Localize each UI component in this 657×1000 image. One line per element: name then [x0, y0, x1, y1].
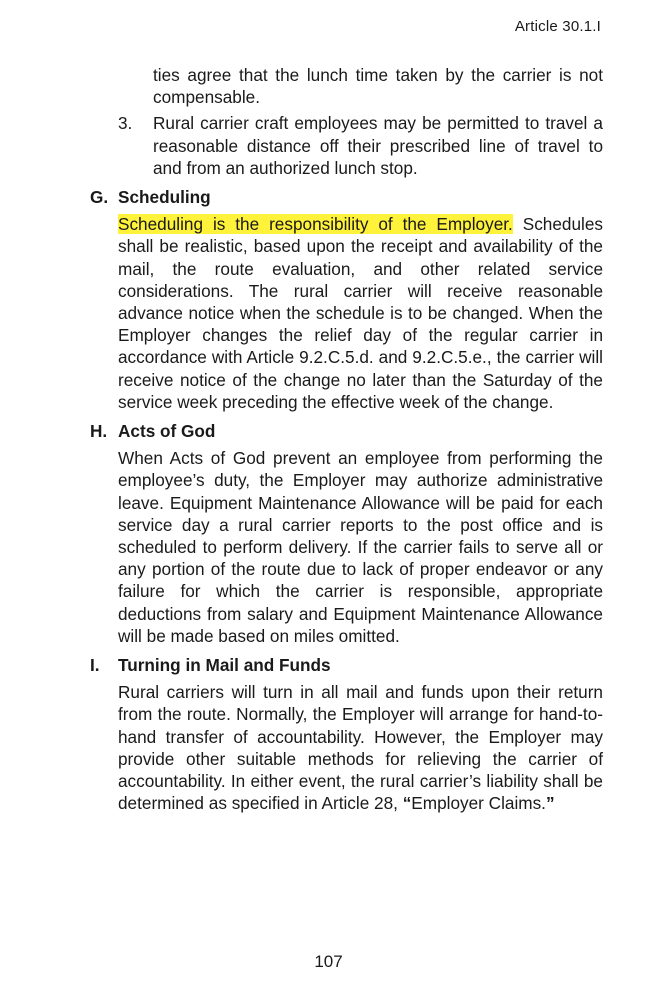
section-body-acts-of-god: When Acts of God prevent an employee from performing the employee’s duty, the Employer may authorize administrative leave. Equipment Maintenance Allowance will be paid for each service day a rural carrier reports to the post office and is scheduled to perform delivery. If the carrier fails to serve all or any portion of the route due to lack of proper endeavor or any failure for which the carrier is responsible, appropriate deductions from salary and Equipment Maintenance Allowance will be made based on miles omitted.: [118, 448, 603, 646]
list-item-text: Rural carrier craft employees may be permitted to travel a reasonable distance off their prescribed line of travel to and from an authorized lunch stop.: [153, 113, 603, 178]
section-title: Turning in Mail and Funds: [118, 655, 331, 676]
section-heading-scheduling: [90, 186, 657, 208]
section-heading-acts-of-god: [90, 420, 657, 442]
section-letter: G.: [90, 187, 109, 208]
page-number: 107: [314, 952, 343, 971]
continuation-paragraph: ties agree that the lunch time taken by the carrier is not compensable.: [153, 65, 603, 108]
section-title: Scheduling: [118, 187, 211, 208]
paragraph-text: Schedules shall be realistic, based upon the receipt and availability of the mail, the route evaluation, and other related service considerations. The rural carrier will receive reasonable advance notice when the schedule is to be changed. When the Employer changes the relief day of the regular carrier in accordance with Article 9.2.C.5.d. and 9.2.C.5.e., the carrier will receive notice of the change no later than the Saturday of the service week preceding the effective week of the change.: [118, 214, 604, 412]
section-body-scheduling: [118, 213, 603, 413]
page-content: [0, 64, 657, 815]
list-item-number: 3.: [118, 113, 133, 134]
list-item: [118, 112, 603, 179]
section-heading-turning-in-mail: [90, 654, 657, 676]
section-letter: I.: [90, 655, 100, 676]
highlighted-text: Scheduling is the responsibility of the Employer.: [118, 214, 513, 235]
section-letter: H.: [90, 421, 108, 442]
section-title: Acts of God: [118, 421, 216, 442]
article-reference: Article 30.1.I: [514, 18, 601, 35]
quoted-title: Employer Claims.: [411, 793, 546, 814]
paragraph-text: Rural carriers will turn in all mail and funds upon their return from the route. Normally, the Employer will arrange for hand-to-hand transfer of accountability. However, the Employer may provide other suitable methods for relieving the carrier of accountability. In either event, the rural carrier’s liability shall be determined as specified in Article 28,: [118, 682, 603, 814]
section-body-turning-in-mail: [118, 681, 603, 814]
quote-close: ”: [545, 793, 555, 814]
quote-open: “: [402, 793, 412, 814]
